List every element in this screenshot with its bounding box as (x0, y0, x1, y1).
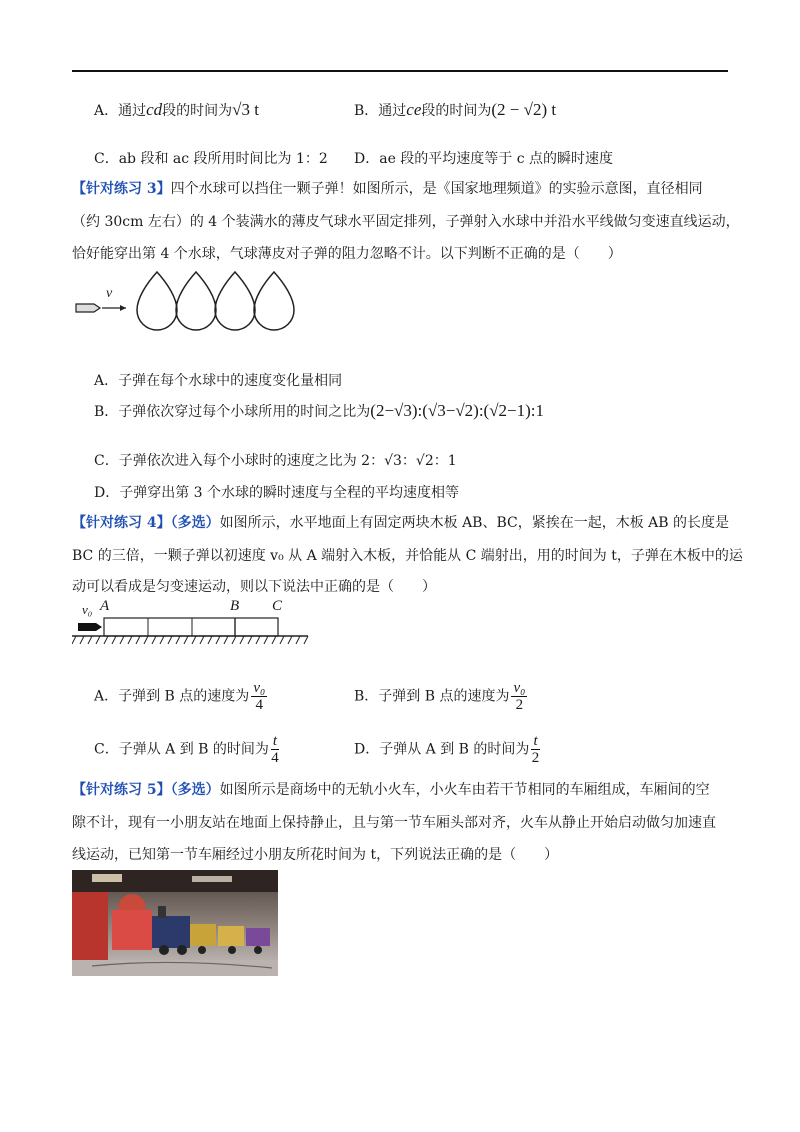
q4-option-a: A．子弹到 B 点的速度为 $\frac{\text{v₀}}{4}$ (94, 680, 266, 713)
q4-option-c: C．子弹从 A 到 B 的时间为 $\frac{t}{4}$ (94, 733, 279, 766)
q3-line-2: （约 30cm 左右）的 4 个装满水的薄皮气球水平固定排列，子弹射入水球中并沿水平线做匀变速直线运动， (72, 214, 740, 230)
water-balloon-figure (72, 268, 312, 338)
q4-option-b: B．子弹到 B 点的速度为 $\frac{\text{v₀}}{2}$ (354, 680, 526, 713)
header-rule (72, 70, 728, 72)
q3-option-a: A．子弹在每个水球中的速度变化量相同 (94, 373, 343, 389)
q3-option-c: C．子弹依次进入每个小球时的速度之比为 2：√3：√2：1 (94, 453, 457, 469)
mall-train-photo (72, 870, 278, 976)
water-balloon-2 (176, 272, 216, 330)
q5-line-2: 隙不计，现有一小朋友站在地面上保持静止，且与第一节车厢头部对齐，火车从静止开始启动做匀加速直 (72, 815, 716, 831)
q4-line-2: BC 的三倍，一颗子弹以初速度 v₀ 从 A 端射入木板，并恰能从 C 端射出，用的时间为 t，子弹在木板中的运 (72, 548, 743, 564)
prev-option-c: C．ab 段和 ac 段所用时间比为 1：2 (94, 151, 328, 167)
prev-option-d: D．ae 段的平均速度等于 c 点的瞬时速度 (354, 151, 614, 167)
q3-option-d: D．子弹穿出第 3 个水球的瞬时速度与全程的平均速度相等 (94, 485, 460, 501)
bullet-icon (76, 304, 100, 312)
q4-line-3: 动可以看成是匀变速运动，则以下说法中正确的是（ ） (72, 579, 436, 595)
water-balloon-1 (137, 272, 177, 330)
q3-line-1: 【针对练习 3】四个水球可以挡住一颗子弹！如图所示，是《国家地理频道》的实验示意图，直径相同 (72, 181, 703, 197)
prev-option-a: A．通过cd段的时间为√3 t (94, 100, 259, 119)
q4-multi: （多选） (170, 515, 220, 531)
fig-point-c: C (272, 598, 283, 614)
q5-multi: （多选） (170, 782, 220, 798)
q4-tag: 【针对练习 4】 (72, 515, 171, 531)
prev-option-b: B．通过ce段的时间为(2 − √2) t (354, 100, 557, 119)
fig-point-a: A (100, 598, 110, 614)
q4-option-d: D．子弹从 A 到 B 的时间为 $\frac{t}{2}$ (354, 733, 540, 766)
fig-velocity-label: v (106, 286, 113, 301)
q5-line-1: 【针对练习 5】（多选）如图所示是商场中的无轨小火车，小火车由若干节相同的车厢组成，车厢间的空 (72, 782, 710, 798)
water-balloon-3 (215, 272, 255, 330)
q3-option-b: B．子弹依次穿过每个小球所用的时间之比为(2−√3):(√3−√2):(√2−1):1 (94, 401, 545, 420)
q3-line-3: 恰好能穿出第 4 个水球，气球薄皮对子弹的阻力忽略不计。以下判断不正确的是（ ） (72, 246, 622, 262)
q5-line-3: 线运动，已知第一节车厢经过小朋友所花时间为 t，下列说法正确的是（ ） (72, 847, 559, 863)
wood-boards (104, 618, 278, 636)
q3-tag: 【针对练习 3】 (72, 181, 171, 197)
bullet-icon (78, 623, 102, 631)
fig-point-b: B (230, 598, 240, 614)
q5-tag: 【针对练习 5】 (72, 782, 171, 798)
water-balloon-4 (254, 272, 294, 330)
q4-line-1: 【针对练习 4】（多选）如图所示，水平地面上有固定两块木板 AB、BC，紧挨在一起，木板 AB 的长度是 (72, 515, 730, 531)
fig-v0-label: v₀ (82, 602, 93, 617)
